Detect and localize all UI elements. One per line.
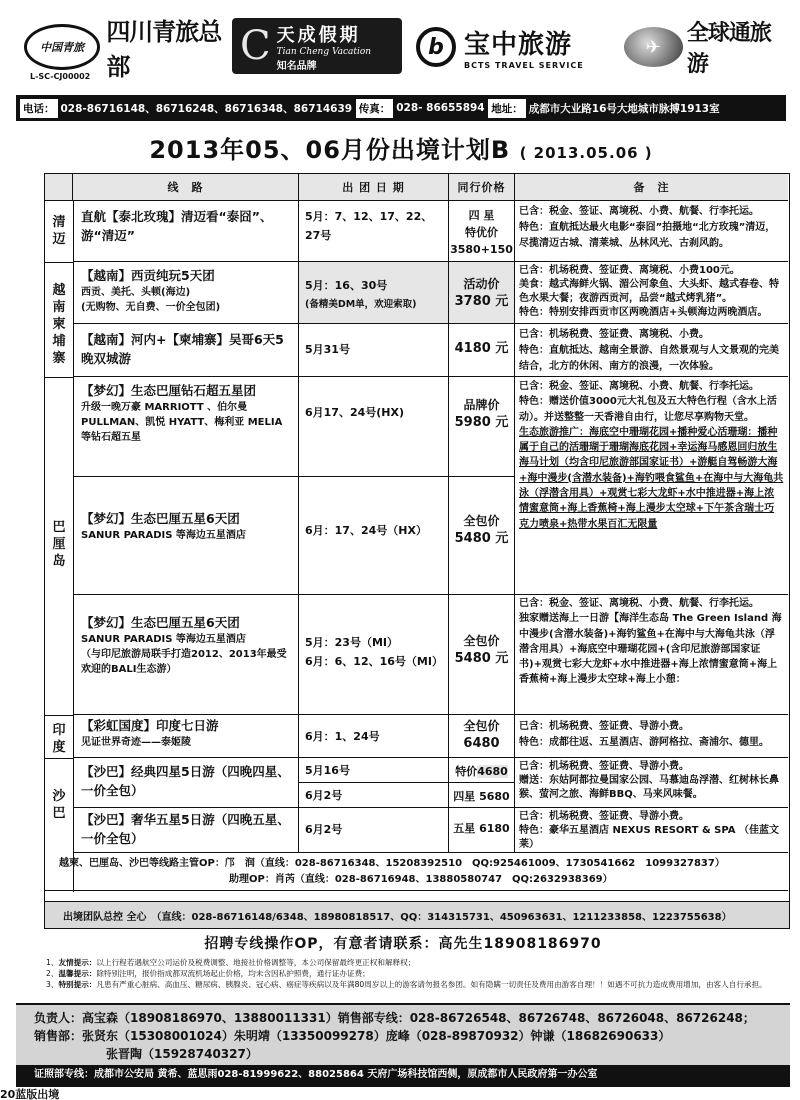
itinerary-table bbox=[44, 173, 790, 920]
total-control-contact: 出境团队总控 全心 （直线：028-86716148/6348、18980818517、QQ：314315731、450963631、1211233858、1223755638） bbox=[44, 901, 790, 929]
tiancheng-english: Tian Cheng Vacation bbox=[276, 46, 372, 57]
region-india: 印度 bbox=[52, 723, 66, 755]
quanqiutong-logo bbox=[624, 18, 790, 76]
region-vietnam-cambodia: 越南柬埔寨 bbox=[52, 283, 66, 366]
tips-block bbox=[46, 957, 786, 990]
header-dates: 出 团 日 期 bbox=[299, 174, 449, 200]
table-row: 【梦幻】生态巴厘钻石超五星团 升级一晚万豪 MARRIOTT 、伯尔曼 PULLMAN、凯悦 HYATT、梅利亚 MELIA 等钻石超五星 6月17、24号(HX) 品牌价 5980 元 bbox=[73, 377, 515, 477]
fax-number: 028- 86655894 bbox=[396, 102, 485, 114]
fax-label: 传真： bbox=[356, 99, 394, 118]
tiancheng-name: 天成假期 bbox=[276, 24, 361, 46]
header-route: 线 路 bbox=[73, 174, 299, 200]
quanqiutong-name: 全球通旅游 bbox=[686, 21, 771, 77]
baozhong-logo bbox=[416, 18, 616, 76]
globe-icon: 中国青旅 bbox=[24, 24, 100, 70]
page-footer: 20蓝版出境 bbox=[0, 1088, 60, 1100]
table-row: 【越南】河内+【柬埔寨】吴哥6天5晚双城游 5月31号 4180 元 已含：机场税费、签证费、离境税、小费。 特色：直航抵达、越南全景游、自然景观与人文景观的完美结合，北方的休闲、南方的浪漫，一次体验。 bbox=[73, 324, 788, 377]
staff-contacts: 负责人：高宝森（18908186970、13880011331）销售部专线：028-86726548、86726748、86726048、86726248； 销售部：张贤东（15308001024）朱明靖（13350099278）庞峰（028-89870932）钟谦（18682690633） 张晋陶（15928740327） 证照部专线：成都市公安局 黄希、蓝思雨028-81999622、88025864 天府广场科技馆西侧，原成都市人民政府第一办公室 bbox=[16, 1003, 790, 1087]
plan-date: ( 2013.05.06 ) bbox=[519, 144, 653, 162]
table-header bbox=[45, 174, 788, 201]
header-price: 同行价格 bbox=[449, 174, 515, 200]
license-number: L-SC-CJ00002 bbox=[30, 72, 91, 81]
tip-item: 2、 温馨提示： 除特别注明，报价指成都双流机场起止价格，均未含因私护照费，通行证办证费； bbox=[46, 969, 370, 978]
baozhong-english: BCTS TRAVEL SERVICE bbox=[464, 61, 584, 70]
table-row: 【彩虹国度】印度七日游 见证世界奇迹——泰姬陵 6月：1、24号 全包价 6480 已含：机场税费、签证费、导游小费。 特色：成都往返、五星酒店、游阿格拉、斋浦尔、德里。 bbox=[73, 715, 788, 758]
plan-title-text: 2013年05、06月份出境计划B bbox=[149, 136, 511, 164]
bali-notes-block: 已含：税金、签证、离境税、小费、航餐、行李托运。 特色：赠送价值3000元大礼包及五大特色行程（含水上活动）。并送整整一天香港自由行，让您尽享购物天堂。 生态旅游推广：海底空中珊瑚花园+播种爱心活珊瑚：播种属于自己的活珊瑚于珊瑚海底花园+幸运海马感恩回归放生海马计划（均含印尼旅游部国家证书）+游艇自驾畅游大海+海中漫步(含潜水装备)+海钓喂食鲨鱼+在海中与大海龟共泳（浮潜含用具）+观赏七彩大龙虾+水中推进器+海上浓情蜜意筒+海上香蕉椅+海上漫步太空球+下午茶含瑞士巧克力喷泉+热带水果百汇无限量 bbox=[515, 377, 788, 595]
page-title bbox=[16, 130, 786, 168]
table-row: 【梦幻】生态巴厘五星6天团 SANUR PARADIS 等海边五星酒店 6月：17、24号（HX） 全包价 5480 元 bbox=[73, 477, 515, 595]
tip-item: 1、 友情提示： 以上行程若遇航空公司运价及税费调整、地接社价格调整等，本公司保留最终更正权和解释权； bbox=[46, 958, 416, 967]
baozhong-name: 宝中旅游 bbox=[464, 30, 573, 60]
region-sabah: 沙巴 bbox=[52, 789, 66, 821]
logo-band bbox=[18, 14, 788, 86]
tiancheng-c-icon: C bbox=[240, 23, 271, 69]
recruit-line: 招聘专线操作OP，有意者请联系：高先生18908186970 bbox=[204, 936, 602, 952]
address: 成都市大业路16号大地城市脉搏1913室 bbox=[528, 102, 720, 115]
op-contacts: 越柬、巴厘岛、沙巴等线路主管OP：邝 润（直线：028-86716348、15208392510 QQ:925461009、1730541662 1099327837） 助理OP：肖芮（直线：028-86716948、13880580747 QQ:2632938369） bbox=[45, 853, 788, 891]
region-bali: 巴厘岛 bbox=[52, 520, 66, 569]
region-qingmai: 清迈 bbox=[52, 215, 66, 247]
table-row: 【沙巴】经典四星5日游（四晚四星、一价全包） 5月16号 6月2号 特价4680 四星 5680 已含：机场税费、签证费、导游小费。 赠送：东姑阿都拉曼国家公园、马慕迪岛浮潜、红树林长鼻猴、萤河之旅、海鲜BBQ、马来风味餐。 bbox=[73, 758, 788, 808]
license-office-bar: 证照部专线：成都市公安局 黄希、蓝思雨028-81999622、88025864 天府广场科技馆西侧，原成都市人民政府第一办公室 bbox=[16, 1065, 790, 1085]
table-row: 直航【泰北玫瑰】清迈看“泰囧”、游“清迈” 5月：7、12、17、22、27号 四 星 特优价 3580+150 已含：税金、签证、离境税、小费、航餐、行李托运。 特色：直航抵达最火电影“泰囧”拍摄地“北方玫瑰”清迈，尽揽清迈古城、清莱城、丛林风光、古刹风韵。 bbox=[73, 201, 788, 262]
tip-item: 3、 特别提示： 凡患有严重心脏病、高血压、糖尿病、胰腺炎、冠心病、癌症等疾病以及年满80周岁以上的游客请勿报名参团。如有隐瞒一切责任及费用由游客自理！！如遇不可抗力造成费用增加，由客人自行承担。 bbox=[46, 980, 767, 989]
phone-numbers: 028-86716148、86716248、86716348、86714639 bbox=[60, 102, 353, 115]
header-notes: 备 注 bbox=[633, 181, 670, 194]
sichuan-cyts-name: 四川青旅总部 bbox=[106, 18, 222, 81]
table-row: 【沙巴】奢华五星5日游（四晚五星、一价全包） 6月2号 五星 6180 已含：机场税费、签证费、导游小费。 特色：豪华五星酒店 NEXUS RESORT & SPA （佳蓝文莱） bbox=[73, 808, 788, 853]
plane-icon: ✈ bbox=[624, 27, 683, 67]
contact-bar bbox=[16, 95, 786, 121]
tiancheng-logo bbox=[232, 18, 402, 74]
table-row: 【越南】西贡纯玩5天团 西贡、美托、头顿(海边) (无购物、无自费、一价全包团) 5月：16、30号 (备精美DM单，欢迎索取) 活动价 3780 元 已含：机场税费、签证费、离境税、小费100元。 美食：越式海鲜火锅、湄公河象鱼、大头虾、越式春卷、特色水果大餐；夜游西贡河，品尝“越式烤乳猪”。 特色：特别安排西贡市区两晚酒店+头顿海边两晚酒店。 bbox=[73, 262, 788, 324]
baozhong-b-icon: b bbox=[416, 27, 456, 67]
address-label: 地址： bbox=[488, 99, 526, 118]
table-row: 【梦幻】生态巴厘五星6天团 SANUR PARADIS 等海边五星酒店 （与印尼旅游局联手打造2012、2013年最受欢迎的BALI生态游） 5月：23号（MI） 6月：6、12、16号（MI） 全包价 5480 元 已含：税金、签证、离境税、小费、航餐、行李托运。 独家赠送海上一日游【海洋生态岛 The Green Island 海中漫步(含潜水装备)+海钓鲨鱼+在海中与大海龟共泳（浮潜含用具）+海底空中珊瑚花园+(含印尼旅游部国家证书)+观赏七彩大龙虾+水中推进器+海上浓情蜜意筒+海上香蕉椅+海上漫步太空球+海上小憩： bbox=[73, 595, 788, 715]
phone-label: 电话： bbox=[20, 99, 58, 118]
tiancheng-brand: 知名品牌 bbox=[276, 60, 317, 72]
